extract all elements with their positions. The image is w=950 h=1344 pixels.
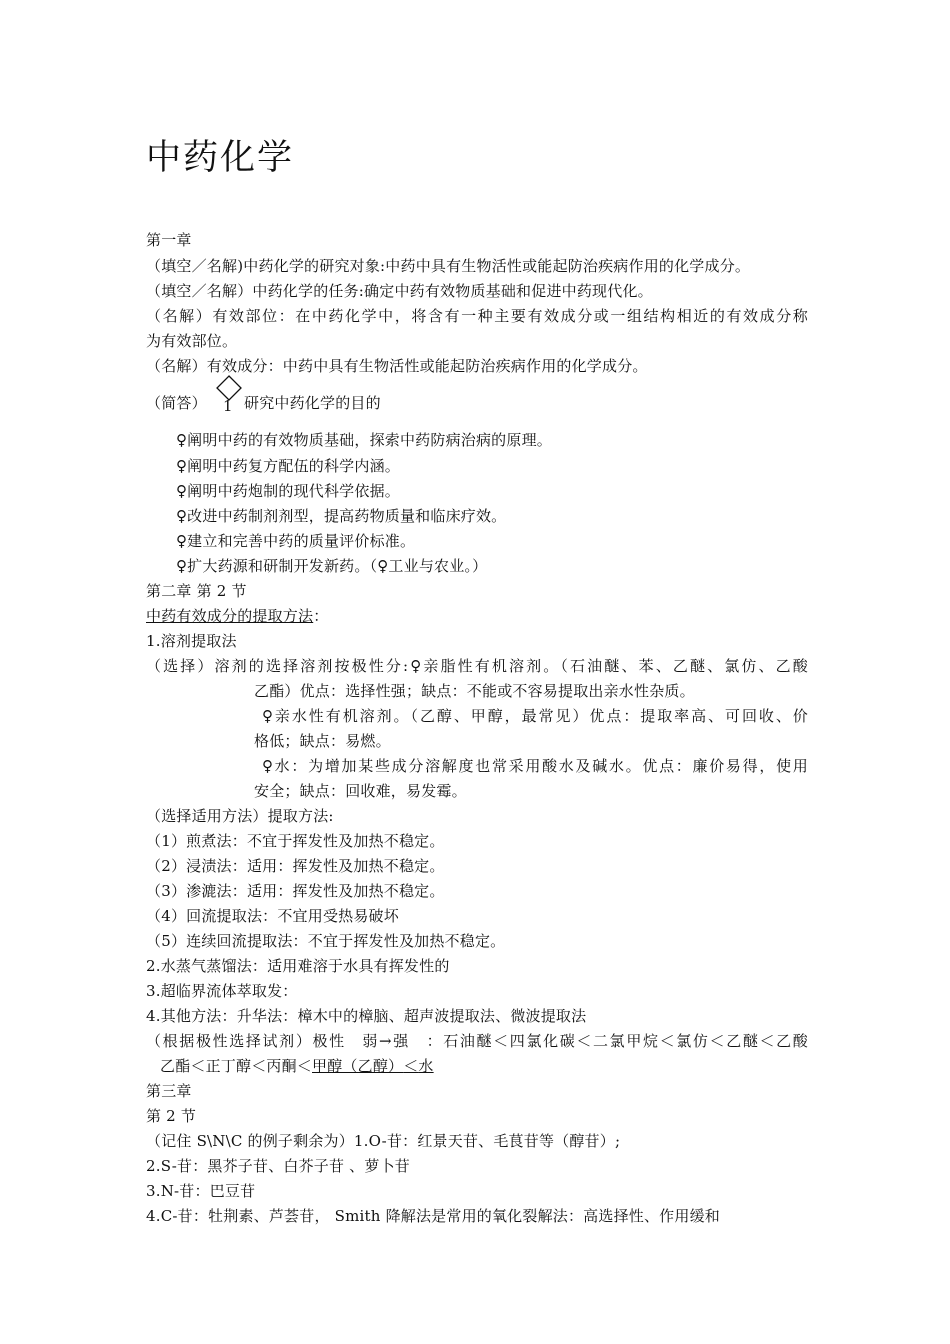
text-line: （名解）有效部位：在中药化学中，将含有一种主要有效成分或一组结构相近的有效成分称 [146, 307, 808, 325]
list-item: ♀阐明中药复方配伍的科学内涵。 [176, 457, 400, 475]
underlined-text: 水 [418, 1057, 434, 1075]
text-line: ♀水：为增加某些成分溶解度也常采用酸水及碱水。优点：廉价易得，使用 [262, 757, 808, 775]
text-line: （选择适用方法）提取方法: [146, 807, 334, 825]
list-item: （3）渗漉法：适用：挥发性及加热不稳定。 [146, 882, 445, 900]
short-answer-label: （简答） [146, 394, 207, 412]
text-line: （填空／名解）中药化学的任务:确定中药有效物质基础和促进中药现代化。 [146, 282, 653, 300]
text-line: （填空／名解)中药化学的研究对象:中药中具有生物活性或能起防治疾病作用的化学成分。 [146, 257, 751, 275]
underlined-text: ＜ [403, 1057, 419, 1075]
text-line: ♀亲水性有机溶剂。（乙醇、甲醇，最常见）优点：提取率高、可回收、价 [262, 707, 808, 725]
text-line: 1.溶剂提取法 [146, 632, 237, 650]
text-line: 4.C-苷：牡荆素、芦荟苷， Smith 降解法是常用的氧化裂解法：高选择性、作用缓和 [146, 1207, 720, 1225]
list-item: ♀改进中药制剂剂型，提高药物质量和临床疗效。 [176, 507, 507, 525]
list-item: ♀扩大药源和研制开发新药。（♀工业与农业。） [176, 557, 488, 575]
list-item: （2）浸渍法：适用：挥发性及加热不稳定。 [146, 857, 445, 875]
list-item: ♀阐明中药炮制的现代科学依据。 [176, 482, 400, 500]
chapter-2-heading: 第二章 第 2 节 [146, 582, 247, 600]
text-line: 4.其他方法：升华法：樟木中的樟脑、超声波提取法、微波提取法 [146, 1007, 587, 1025]
text-line: （选择）溶剂的选择溶剂按极性分:♀亲脂性有机溶剂。（石油醚、苯、乙醚、氯仿、乙酸 [146, 657, 808, 675]
text-line: 2.水蒸气蒸馏法：适用难溶于水具有挥发性的 [146, 957, 450, 975]
section-heading: 第 2 节 [146, 1107, 197, 1125]
list-item: （5）连续回流提取法：不宜于挥发性及加热不稳定。 [146, 932, 506, 950]
list-item: ♀建立和完善中药的质量评价标准。 [176, 532, 416, 550]
polarity-text: 乙酯＜正丁醇＜丙酮＜ [160, 1057, 313, 1075]
text-line: 3.超临界流体萃取发： [146, 982, 298, 1000]
text-line: （记住 S\N\C 的例子剩余为）1.O-苷：红景天苷、毛茛苷等（醇苷）; [146, 1132, 621, 1150]
heading-colon: ： [313, 607, 329, 625]
list-item: （1）煎煮法：不宜于挥发性及加热不稳定。 [146, 832, 445, 850]
section-heading [146, 606, 328, 626]
text-line: 研究中药化学的目的 [244, 394, 381, 412]
text-line: 为有效部位。 [146, 332, 238, 350]
chapter-1-heading: 第一章 [146, 231, 192, 249]
text-line: 安全；缺点：回收难，易发霉。 [254, 782, 467, 800]
list-item: ♀阐明中药的有效物质基础，探索中药防病治病的原理。 [176, 431, 552, 449]
text-line: 3.N-苷：巴豆苷 [146, 1182, 256, 1200]
text-line: 乙酯）优点：选择性强；缺点：不能或不容易提取出亲水性杂质。 [254, 682, 695, 700]
text-line: 格低；缺点：易燃。 [254, 732, 391, 750]
document-title: 中药化学 [146, 138, 295, 178]
list-item: （4）回流提取法：不宜用受热易破坏 [146, 907, 399, 925]
text-line [160, 1056, 434, 1076]
text-line: （名解）有效成分：中药中具有生物活性或能起防治疾病作用的化学成分。 [146, 357, 648, 375]
underlined-heading: 中药有效成分的提取方法 [146, 607, 314, 625]
underlined-text: 甲醇（乙醇） [312, 1057, 404, 1075]
list-number: 1 [223, 397, 233, 415]
chapter-3-heading: 第三章 [146, 1082, 192, 1100]
text-line: （根据极性选择试剂）极性 弱→强 ：石油醚＜四氯化碳＜二氯甲烷＜氯仿＜乙醚＜乙酸 [146, 1032, 808, 1050]
text-line: 2.S-苷：黑芥子苷、白芥子苷 、萝卜苷 [146, 1157, 410, 1175]
